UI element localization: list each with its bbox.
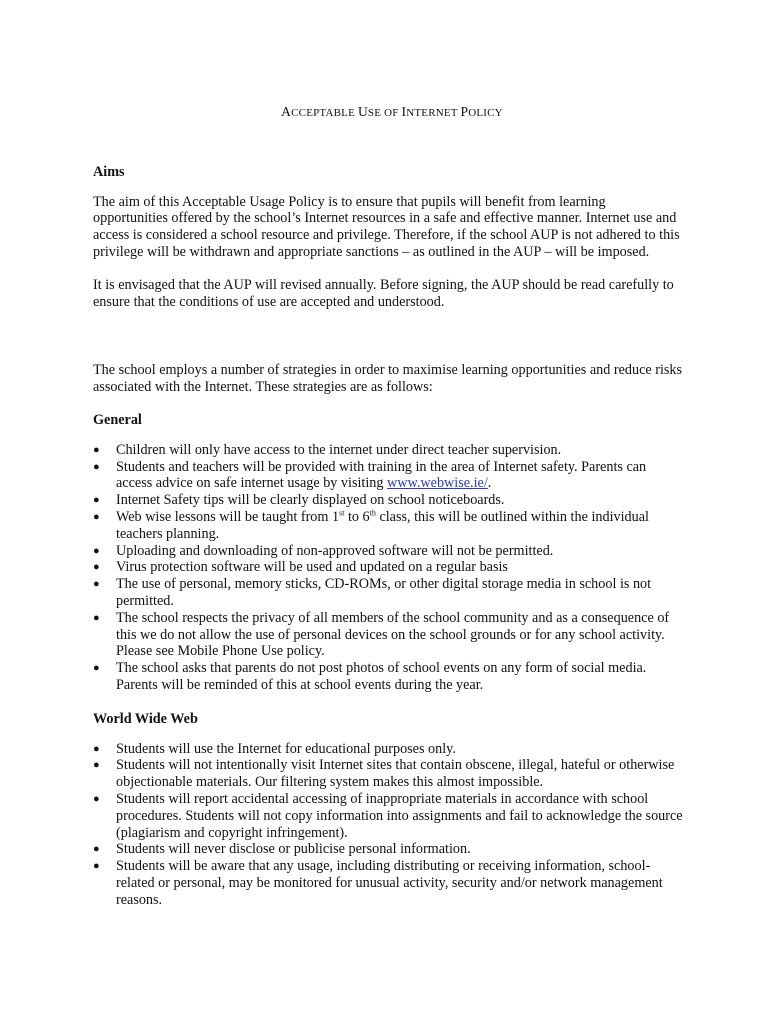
list-item-text: Uploading and downloading of non-approved software will not be permitted.	[116, 542, 554, 559]
bullet-icon: ●	[93, 792, 100, 805]
list-item	[93, 841, 683, 858]
bullet-icon: ●	[93, 759, 100, 772]
list-item	[93, 459, 683, 493]
list-item-text: The use of personal, memory sticks, CD-ROMs, or other digital storage media in school is not permitted.	[116, 576, 652, 609]
aims-paragraph-3: The school employs a number of strategies in order to maximise learning opportunities and reduce risks associated with the Internet. These strategies are as follows:	[93, 362, 683, 396]
list-item-text: Students will use the Internet for educational purposes only.	[116, 740, 456, 757]
general-list	[93, 442, 683, 694]
aims-paragraph-2: It is envisaged that the AUP will revised annually. Before signing, the AUP should be read carefully to ensure that the conditions of use are accepted and understood.	[93, 276, 674, 310]
list-item-text: Students will never disclose or publicise personal information.	[116, 841, 471, 858]
bullet-icon: ●	[93, 561, 100, 574]
list-item-text: .	[487, 475, 492, 492]
list-item	[93, 492, 683, 509]
list-item	[93, 442, 683, 459]
list-item-text: Students will report accidental accessing of inappropriate materials in accordance with school procedures. Students will not copy information into assignments and fail to acknowledge the source (plagiarism and copyright infringement).	[116, 790, 683, 841]
list-item-text: Students will be aware that any usage, including distributing or receiving information, school-related or personal, may be monitored for unusual activity, security and/or network management reasons.	[116, 858, 663, 908]
title-text: OLICY	[468, 107, 503, 119]
list-item	[93, 509, 683, 543]
list-item-text: Children will only have access to the internet under direct teacher supervision.	[116, 441, 562, 458]
bullet-icon: ●	[93, 544, 100, 557]
title-text: A	[281, 104, 292, 119]
list-item	[93, 858, 683, 908]
bullet-icon: ●	[93, 843, 100, 856]
list-item	[93, 543, 683, 560]
title-text: P	[460, 104, 469, 119]
bullet-icon: ●	[93, 611, 100, 624]
list-item-text: Students will not intentionally visit Internet sites that contain obscene, illegal, hateful or otherwise objectionable materials. Our filtering system makes this almost impossible.	[116, 757, 675, 791]
list-item-text: Internet Safety tips will be clearly displayed on school noticeboards.	[116, 492, 505, 509]
title-text: NTERNET	[406, 107, 461, 119]
title-text: CCEPTABLE	[291, 107, 358, 119]
list-item-text: Web wise lessons will be taught from 1	[116, 508, 340, 525]
www-heading: World Wide Web	[93, 710, 198, 727]
list-item-text: The school asks that parents do not post photos of school events on any form of social media. Parents will be reminded of this at school events during the year.	[116, 660, 647, 693]
list-item	[93, 741, 683, 758]
spacer	[93, 326, 683, 362]
bullet-icon: ●	[93, 443, 100, 456]
superscript: th	[369, 508, 376, 518]
www-list	[93, 741, 683, 909]
title-text: I	[401, 104, 407, 119]
general-heading: General	[93, 411, 142, 428]
superscript: st	[339, 508, 345, 518]
bullet-icon: ●	[93, 742, 100, 755]
title-text: SE OF	[367, 107, 402, 119]
bullet-icon: ●	[93, 578, 100, 591]
bullet-icon: ●	[93, 510, 100, 523]
list-item-text: The school respects the privacy of all members of the school community and as a consequence of this we do not allow the use of personal devices on the school grounds or for any school activity. Please see Mobile Phone Use policy.	[116, 609, 670, 660]
aims-heading: Aims	[93, 163, 125, 180]
list-item	[93, 791, 683, 841]
list-item	[93, 757, 683, 791]
bullet-icon: ●	[93, 460, 100, 473]
list-item	[93, 576, 683, 610]
title-text: U	[357, 104, 368, 119]
page-title	[93, 104, 683, 122]
bullet-icon: ●	[93, 494, 100, 507]
bullet-icon: ●	[93, 662, 100, 675]
list-item-text: to 6	[344, 508, 370, 525]
list-item-text: Virus protection software will be used and updated on a regular basis	[116, 559, 508, 576]
list-item	[93, 660, 683, 694]
webwise-link[interactable]: www.webwise.ie/	[387, 475, 488, 492]
bullet-icon: ●	[93, 860, 100, 873]
document-page	[93, 104, 683, 925]
aims-paragraph-1: The aim of this Acceptable Usage Policy is to ensure that pupils will benefit from learning opportunities offered by the school’s Internet resources in a safe and effective manner. Internet use and access is considered a school resource and privilege. Therefore, if the school AUP is not adhered to this privilege will be withdrawn and appropriate sanctions – as outlined in the AUP – will be imposed.	[93, 193, 680, 260]
list-item-text: Students and teachers will be provided with training in the area of Internet safety. Parents can access advice on safe internet usage by visiting	[116, 458, 647, 492]
list-item	[93, 559, 683, 576]
list-item	[93, 610, 683, 660]
list-item-text: class, this will be outlined within the individual teachers planning.	[116, 508, 649, 542]
